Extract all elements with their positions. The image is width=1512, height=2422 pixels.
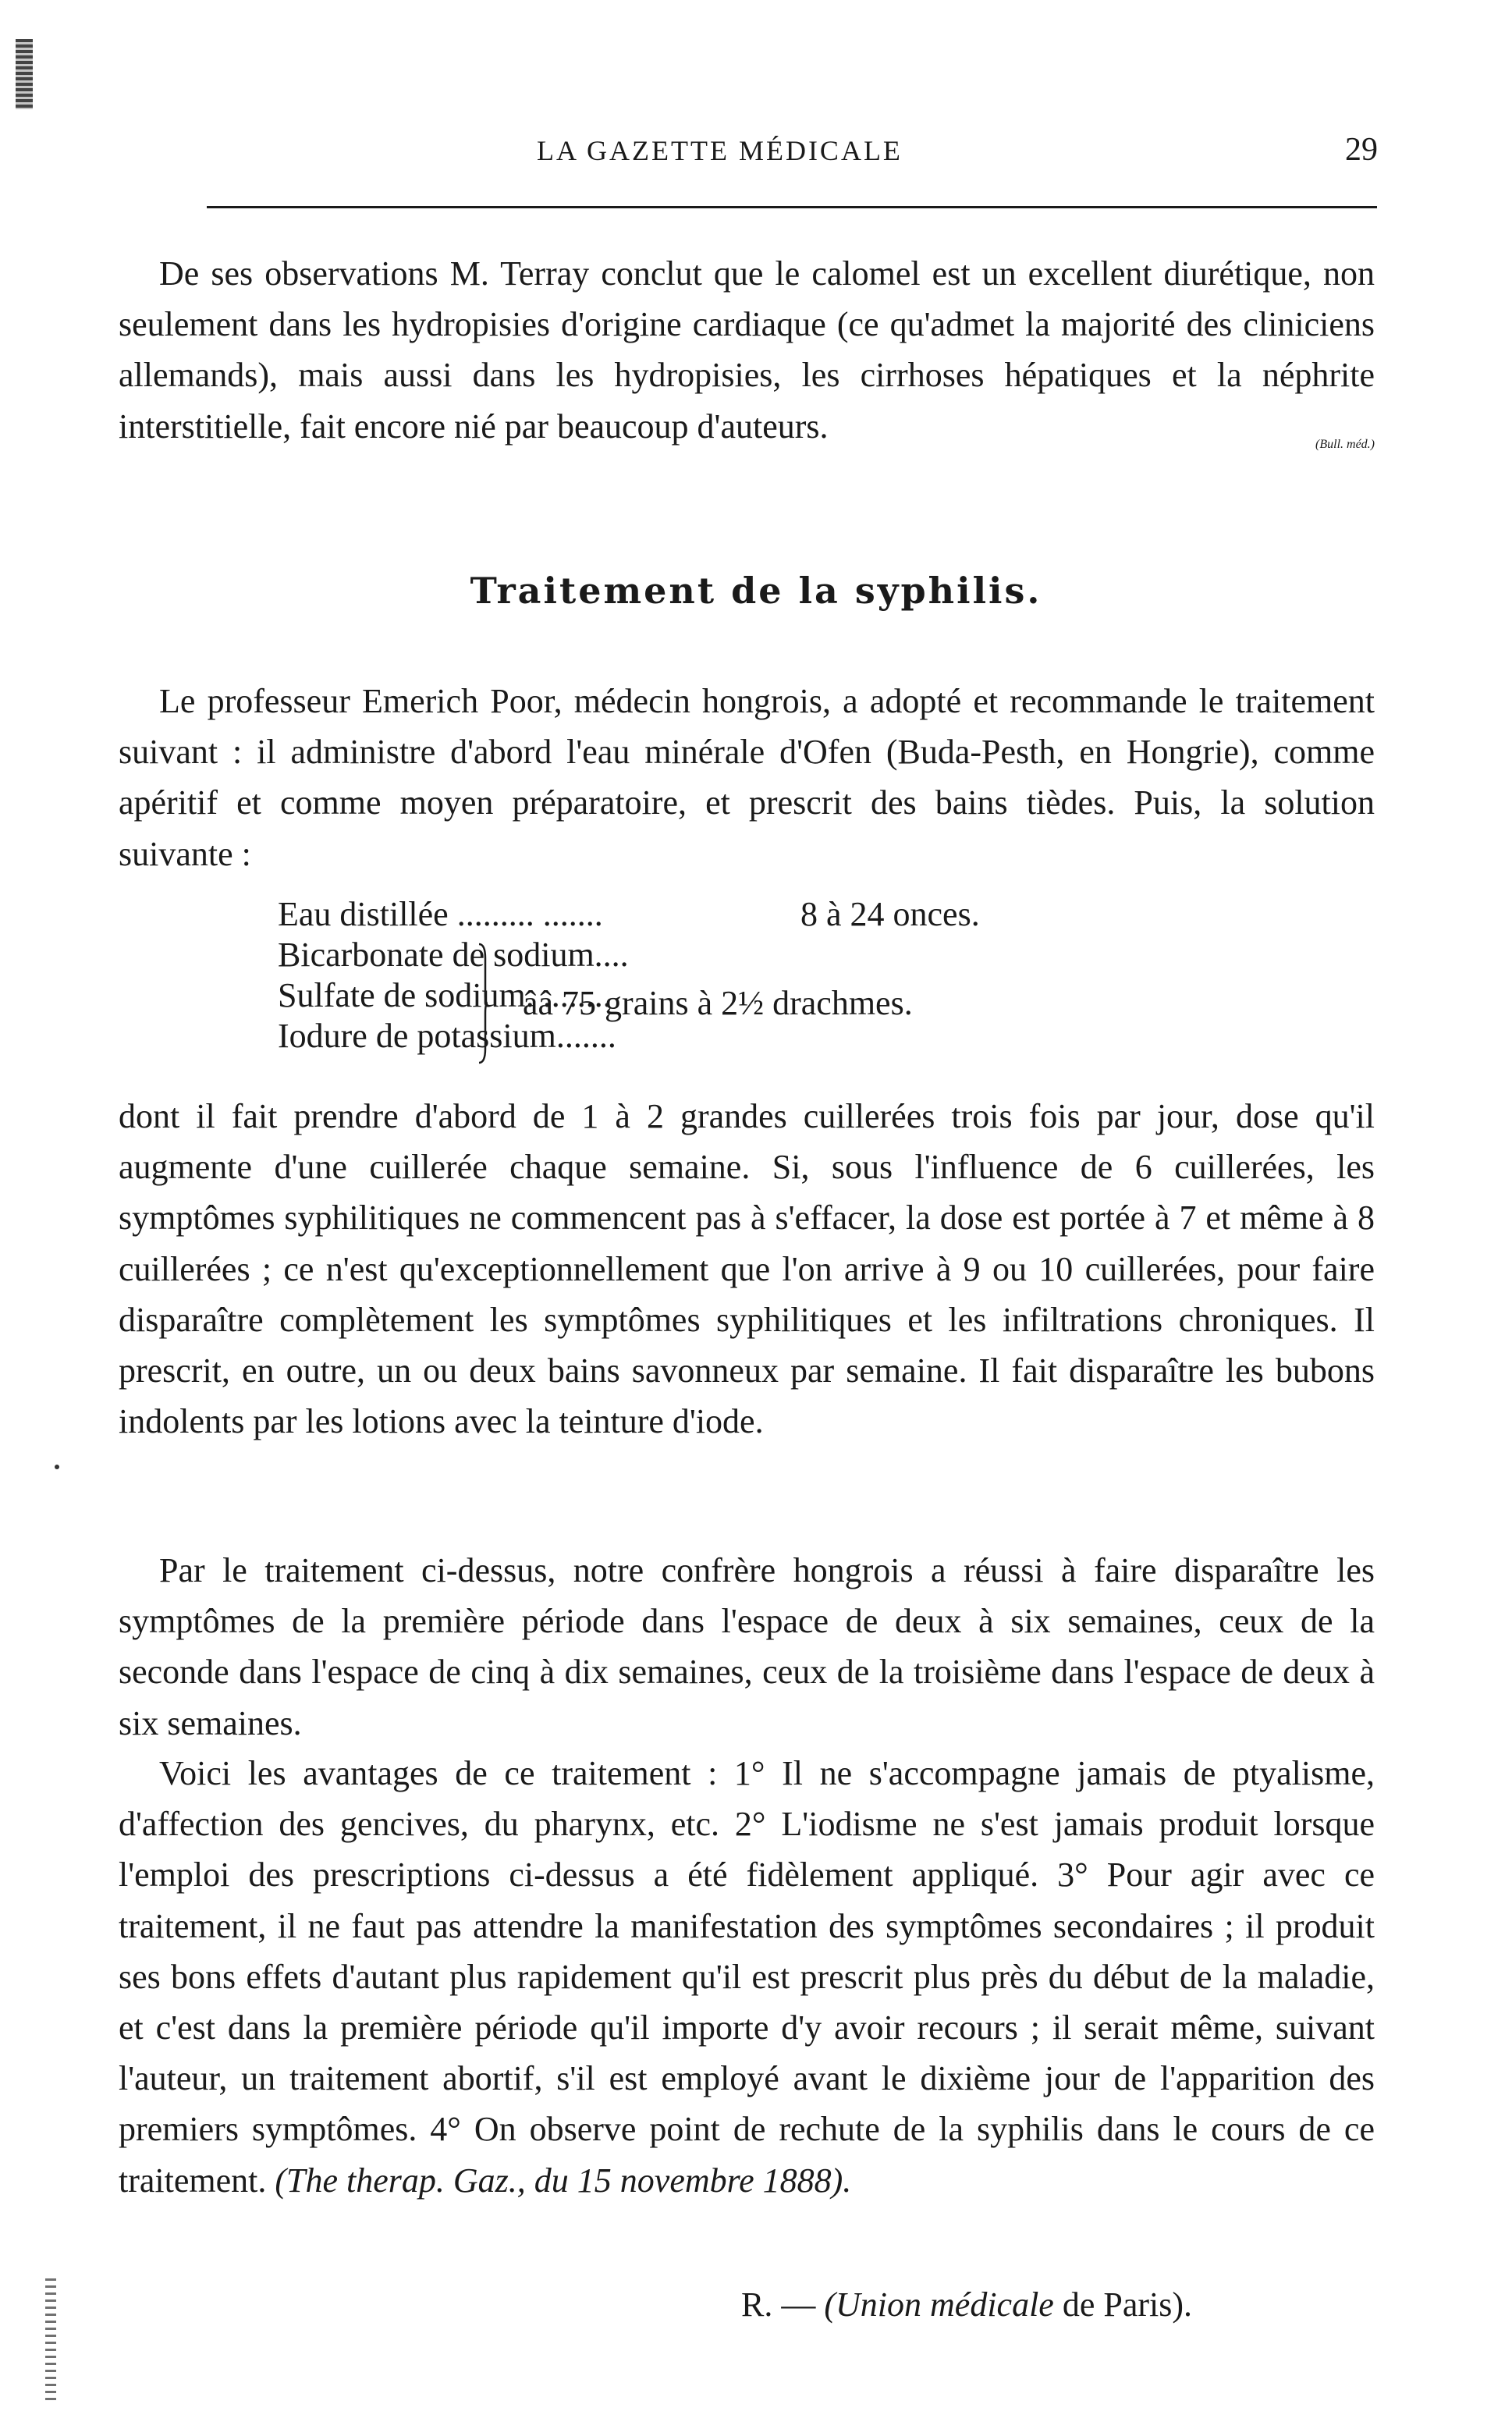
advantages-paragraph [119,1748,1375,2206]
dosage-paragraph-block [119,1091,1375,1447]
running-header [117,131,1381,178]
advantages-source: (The therap. Gaz., du 15 novembre 1888). [275,2161,852,2200]
prescription-formula [278,894,1386,1057]
signature-line [741,2282,1192,2328]
intro-source: (Bull. méd.) [1315,437,1375,451]
dosage-paragraph: dont il fait prendre d'abord de 1 à 2 grandes cuillerées trois fois par jour, dose qu'il augmente d'une cuillerée chaque semaine. Si, sous l'influence de 6 cuillerées, les symptômes syphilitiques ne commencent pas à s'effacer, la dose est portée à 7 et même à 8 cuillerées ; ce n'est qu'exceptionnellement que l'on arrive à 9 ou 10 cuillerées, pour faire disparaître complètement les symptômes syphilitiques et les infiltrations chroniques. Il prescrit, en outre, un ou deux bains savonneux par semaine. Il fait disparaître les bubons indolents par les lotions avec la teinture d'iode. [119,1097,1375,1441]
formula-dose: 8 à 24 onces. [800,895,980,933]
treatment-intro-block [119,676,1375,879]
stray-ink-dot [55,1465,59,1469]
intro-text: De ses observations M. Terray conclut que le calomel est un excellent diurétique, non seulement dans les hydropisies d'origine cardiaque (ce qu'admet la majorité des cliniciens allemands), mais aussi dans les hydropisies, les cirrhoses hépatiques et la néphrite interstitielle, fait encore nié par beaucoup d'auteurs. [119,254,1375,446]
scan-edge-mark-bottom [45,2278,56,2403]
section-heading: Traitement de la syphilis. [470,570,1042,612]
formula-ingredient: Iodure de potassium....... [278,1017,616,1055]
results-paragraph: Par le traitement ci-dessus, notre confrère hongrois a réussi à faire disparaître les symptômes de la première période dans l'espace de deux à six semaines, ceux de la seconde dans l'espace de cinq à dix semaines, ceux de la troisième dans l'espace de deux à six semaines. [119,1551,1375,1742]
formula-row [278,935,1386,975]
page-number: 29 [1345,132,1378,168]
signature-source: (Union médicale [824,2285,1054,2324]
formula-row [278,894,1386,935]
signature-tail: de Paris). [1053,2285,1193,2324]
treatment-intro-paragraph: Le professeur Emerich Poor, médecin hongrois, a adopté et recommande le traitement suivant : il administre d'abord l'eau minérale d'Ofen (Buda-Pesth, en Hongrie), comme apéritif et comme moyen préparatoire, et prescrit des bains tièdes. Puis, la solution suivante : [119,682,1375,873]
journal-title: LA GAZETTE MÉDICALE [537,135,903,166]
header-rule [207,206,1377,208]
scan-edge-mark [16,39,33,109]
advantages-paragraph-block [119,1748,1375,2206]
intro-paragraph [119,248,1375,452]
formula-ingredient: Bicarbonate de sodium.... [278,936,629,974]
grouped-dose: ââ 75 grains à 2½ drachmes. [523,984,913,1022]
results-paragraph-block [119,1545,1375,1749]
formula-ingredient: Sulfate de sodium. ........ [278,976,612,1014]
formula-ingredient: Eau distillée ......... ....... [278,895,603,933]
signature-initial: R. — [741,2285,825,2324]
intro-paragraph-block [119,248,1375,452]
formula-brace [477,943,488,1064]
advantages-text: Voici les avantages de ce traitement : 1° Il ne s'accompagne jamais de ptyalisme, d'affection des gencives, du pharynx, etc. 2° L'iodisme ne s'est jamais produit lorsque l'emploi des prescriptions ci-dessus a été fidèlement appliqué. 3° Pour agir avec ce traitement, il ne faut pas attendre la manifestation des symptômes secondaires ; il produit ses bons effets d'autant plus rapidement qu'il est prescrit plus près du début de la maladie, et c'est dans la première période qu'il importe d'y avoir recours ; il serait même, suivant l'auteur, un traitement abortif, s'il est employé avant le dixième jour de l'apparition des premiers symptômes. 4° On observe point de rechute de la syphilis dans le cours de ce traitement. [119,1754,1375,2200]
